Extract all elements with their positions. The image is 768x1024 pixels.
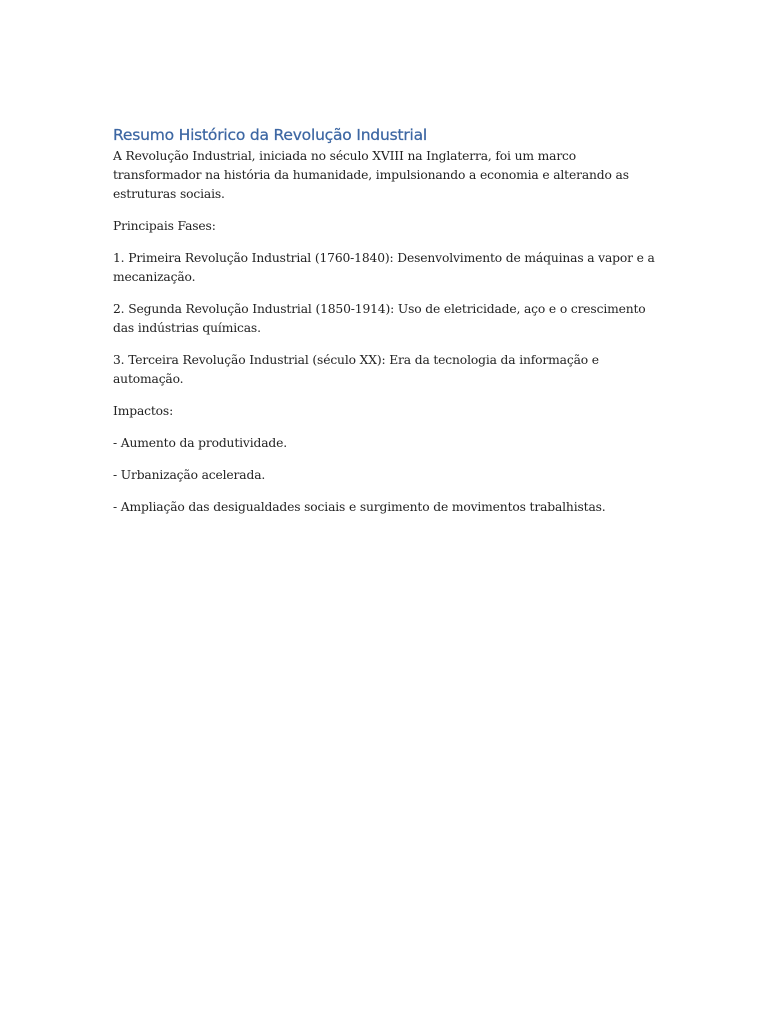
impact-item-1: - Aumento da produtividade.	[113, 436, 287, 450]
phase-item-3: 3. Terceira Revolução Industrial (século XX): Era da tecnologia da informação e automação.	[113, 353, 599, 386]
phase-item-1: 1. Primeira Revolução Industrial (1760-1840): Desenvolvimento de máquinas a vapor e a mecanização.	[113, 251, 655, 284]
intro-paragraph: A Revolução Industrial, iniciada no século XVIII na Inglaterra, foi um marco transformador na história da humanidade, impulsionando a economia e alterando as estruturas sociais.	[113, 149, 629, 201]
document-page	[113, 124, 658, 530]
phase-item-2: 2. Segunda Revolução Industrial (1850-1914): Uso de eletricidade, aço e o crescimento das indústrias químicas.	[113, 302, 646, 335]
impact-item-3: - Ampliação das desigualdades sociais e surgimento de movimentos trabalhistas.	[113, 500, 606, 514]
document-title: Resumo Histórico da Revolução Industrial	[113, 126, 428, 144]
phases-heading: Principais Fases:	[113, 219, 216, 233]
impacts-heading: Impactos:	[113, 404, 174, 418]
impact-item-2: - Urbanização acelerada.	[113, 468, 266, 482]
